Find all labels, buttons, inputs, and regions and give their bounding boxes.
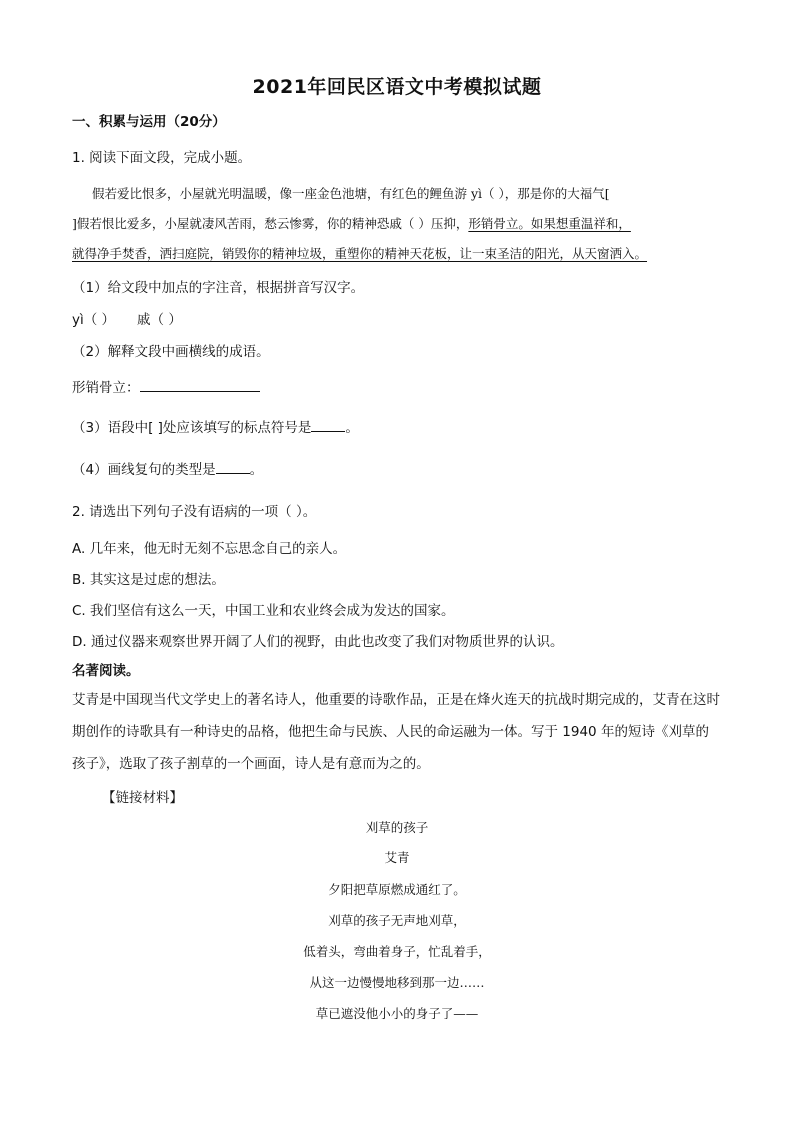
sub-question-2: （2）解释文段中画横线的成语。 [72, 344, 270, 360]
answer-blank-yi[interactable]: yì（ ） [72, 312, 116, 328]
passage-line-2-text: ]假若恨比爱多，小屋就凄风苦雨，愁云惨雾，你的精神恐戚（ ）压抑， [72, 216, 469, 231]
passage-line-2 [72, 214, 631, 232]
sub-question-3-end: 。 [345, 420, 359, 436]
passage-underlined-start: 形销骨立。如果想重温祥和， [468, 216, 631, 231]
poem-line: 低着头，弯曲着身子，忙乱着手， [303, 944, 491, 959]
poem-line: 夕阳把草原燃成通红了。 [328, 882, 466, 897]
answer-line[interactable] [311, 418, 345, 432]
sub-question-4-end: 。 [249, 462, 264, 478]
sub-question-3 [72, 416, 359, 436]
passage-line-1: 假若爱比恨多，小屋就光明温暖，像一座金色池塘，有红色的鲤鱼游 yì（ ），那是你的大福气[ [92, 186, 610, 201]
sub-question-4 [72, 458, 263, 478]
section-heading: 一、积累与运用（20分） [72, 114, 226, 130]
poem-author: 艾青 [384, 850, 410, 865]
answer-line[interactable] [140, 378, 260, 392]
poem-line: 从这一边慢慢地移到那一边…… [309, 975, 485, 990]
reading-heading: 名著阅读。 [72, 663, 140, 679]
sub-question-2-answer [72, 376, 260, 396]
page-title: 2021年回民区语文中考模拟试题 [252, 76, 542, 98]
option-a[interactable]: A. 几年来，他无时无刻不忘思念自己的亲人。 [72, 541, 347, 557]
reading-intro: 艾青是中国现当代文学史上的著名诗人，他重要的诗歌作品，正是在烽火连天的抗战时期完成的，艾青在这时期创作的诗歌具有一种诗史的品格，他把生命与民族、人民的命运融为一体。写于 1940 年的短诗《刈草的孩子》，选取了孩子割草的一个画面，诗人是有意而为之的。 [72, 692, 720, 772]
idiom-label: 形销骨立： [72, 380, 140, 396]
passage-line-3: 就得净手焚香，洒扫庭院，销毁你的精神垃圾，重塑你的精神天花板，让一束圣洁的阳光，从天窗洒入。 [72, 246, 648, 261]
question-1-stem: 1. 阅读下面文段，完成小题。 [72, 150, 252, 166]
answer-blank-qi[interactable]: 戚（ ） [137, 312, 182, 328]
option-b[interactable]: B. 其实这是过虑的想法。 [72, 572, 225, 588]
sub-question-1-answers [72, 308, 182, 328]
sub-question-3-text: （3）语段中[ ]处应该填写的标点符号是 [72, 420, 312, 436]
sub-question-4-text: （4）画线复句的类型是 [72, 462, 216, 478]
option-d[interactable]: D. 通过仪器来观察世界开阔了人们的视野，由此也改变了我们对物质世界的认识。 [72, 634, 564, 650]
answer-line[interactable] [216, 460, 250, 474]
link-material-label: 【链接材料】 [102, 790, 183, 806]
poem-line: 刈草的孩子无声地刈草， [328, 913, 466, 928]
option-c[interactable]: C. 我们坚信有这么一天，中国工业和农业终会成为发达的国家。 [72, 603, 455, 619]
poem-title: 刈草的孩子 [365, 820, 429, 835]
question-2-stem: 2. 请选出下列句子没有语病的一项（ ）。 [72, 504, 317, 520]
poem-line: 草已遮没他小小的身子了—— [315, 1006, 479, 1021]
sub-question-1: （1）给文段中加点的字注音，根据拼音写汉字。 [72, 280, 365, 296]
